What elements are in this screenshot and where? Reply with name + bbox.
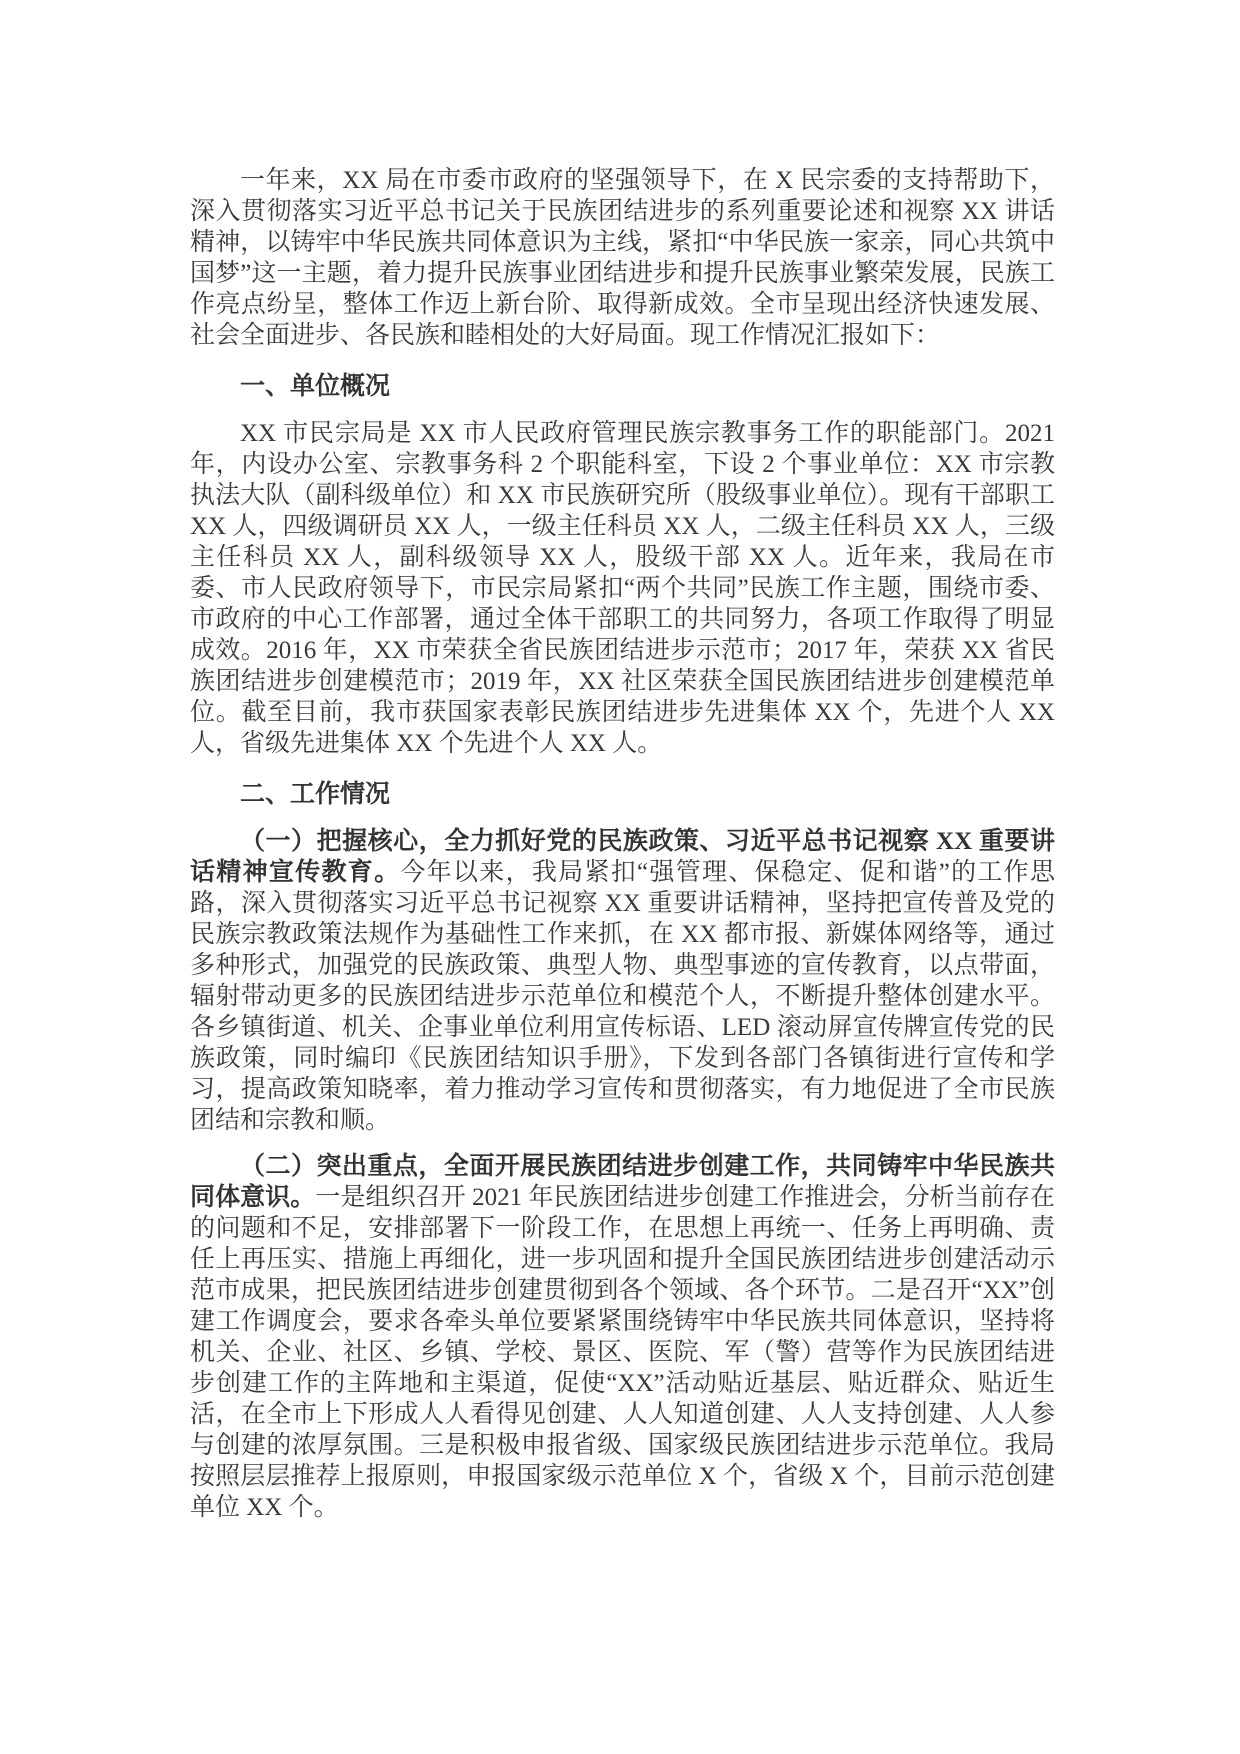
item-2-body: 一是组织召开 2021 年民族团结进步创建工作推进会，分析当前存在的问题和不足，安排部署下一阶段工作，在思想上再统一、任务上再明确、责任上再压实、措施上再细化，进一步巩固和提升全国民族团结进步创建活动示范市成果，把民族团结进步创建贯彻到各个领域、各个环节。二是召开“XX”创建工作调度会，要求各牵头单位要紧紧围绕铸牢中华民族共同体意识，坚持将机关、企业、社区、乡镇、学校、景区、医院、军（警）营等作为民族团结进步创建工作的主阵地和主渠道，促使“XX”活动贴近基层、贴近群众、贴近生活，在全市上下形成人人看得见创建、人人知道创建、人人支持创建、人人参与创建的浓厚氛围。三是积极申报省级、国家级民族团结进步示范单位。我局按照层层推荐上报原则，申报国家级示范单位 X 个，省级 X 个，目前示范创建单位 XX 个。 [190,1184,1055,1521]
section-2-item-2 [190,1151,1055,1523]
item-1-body: 今年以来，我局紧扣“强管理、保稳定、促和谐”的工作思路，深入贯彻落实习近平总书记视察 XX 重要讲话精神，坚持把宣传普及党的民族宗教政策法规作为基础性工作来抓，在 XX 都市报、新媒体网络等，通过多种形式，加强党的民族政策、典型人物、典型事迹的宣传教育，以点带面，辐射带动更多的民族团结进步示范单位和模范个人，不断提升整体创建水平。各乡镇街道、机关、企事业单位利用宣传标语、LED 滚动屏宣传牌宣传党的民族政策，同时编印《民族团结知识手册》，下发到各部门各镇街进行宣传和学习，提高政策知晓率，着力推动学习宣传和贯彻落实，有力地促进了全市民族团结和宗教和顺。 [190,859,1055,1134]
section-1-heading: 一、单位概况 [240,373,391,400]
item-2-lead-bold: （二）突出重点，全面开展民族团结进步创建工作，共同铸牢中华民族共同体意识。 [190,1153,1055,1211]
item-1-lead-bold: （一）把握核心，全力抓好党的民族政策、习近平总书记视察 XX 重要讲话精神宣传教育。 [190,828,1055,886]
section-2-heading: 二、工作情况 [240,781,391,808]
intro-paragraph: 一年来，XX 局在市委市政府的坚强领导下，在 X 民宗委的支持帮助下，深入贯彻落实习近平总书记关于民族团结进步的系列重要论述和视察 XX 讲话精神，以铸牢中华民族共同体意识为主线，紧扣“中华民族一家亲，同心共筑中国梦”这一主题，着力提升民族事业团结进步和提升民族事业繁荣发展，民族工作亮点纷呈，整体工作迈上新台阶、取得新成效。全市呈现出经济快速发展、社会全面进步、各民族和睦相处的大好局面。现工作情况汇报如下： [190,167,1055,349]
section-1-body: XX 市民宗局是 XX 市人民政府管理民族宗教事务工作的职能部门。2021 年，内设办公室、宗教事务科 2 个职能科室，下设 2 个事业单位：XX 市宗教执法大队（副科级单位）和 XX 市民族研究所（股级事业单位）。现有干部职工 XX 人，四级调研员 XX 人，一级主任科员 XX 人，二级主任科员 XX 人，三级主任科员 XX 人，副科级领导 XX 人，股级干部 XX 人。近年来，我局在市委、市人民政府领导下，市民宗局紧扣“两个共同”民族工作主题，围绕市委、市政府的中心工作部署，通过全体干部职工的共同努力，各项工作取得了明显成效。2016 年，XX 市荣获全省民族团结进步示范市；2017 年，荣获 XX 省民族团结进步创建模范市；2019 年，XX 社区荣获全国民族团结进步创建模范单位。截至目前，我市获国家表彰民族团结进步先进集体 XX 个，先进个人 XX 人，省级先进集体 XX 个先进个人 XX 人。 [190,420,1055,757]
section-2-item-1 [190,826,1055,1136]
